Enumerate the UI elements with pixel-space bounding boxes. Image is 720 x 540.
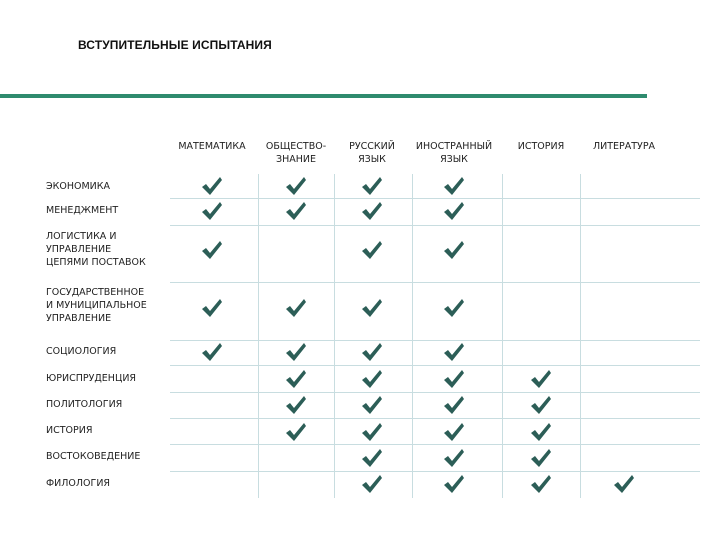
checkmark-icon [530, 448, 552, 468]
grid-divider [170, 471, 700, 472]
checkmark-icon [530, 369, 552, 389]
page-title: ВСТУПИТЕЛЬНЫЕ ИСПЫТАНИЯ [78, 38, 272, 52]
grid-divider [580, 174, 581, 498]
checkmark-icon [613, 474, 635, 494]
row-label: ЭКОНОМИКА [46, 181, 111, 192]
row-label: ФИЛОЛОГИЯ [46, 478, 111, 489]
checkmark-icon [361, 422, 383, 442]
checkmark-icon [443, 201, 465, 221]
checkmark-icon [530, 474, 552, 494]
checkmark-icon [361, 395, 383, 415]
checkmark-icon [443, 395, 465, 415]
checkmark-icon [443, 474, 465, 494]
column-header: ИСТОРИЯ [517, 141, 565, 152]
grid-divider [170, 340, 700, 341]
grid-divider [258, 174, 259, 498]
checkmark-icon [285, 342, 307, 362]
checkmark-icon [443, 342, 465, 362]
checkmark-icon [361, 474, 383, 494]
row-label: МЕНЕДЖМЕНТ [46, 205, 119, 216]
checkmark-icon [285, 176, 307, 196]
checkmark-icon [285, 395, 307, 415]
row-label: ЛОГИСТИКА И УПРАВЛЕНИЕ ЦЕПЯМИ ПОСТАВОК [46, 231, 146, 268]
row-label: ВОСТОКОВЕДЕНИЕ [46, 451, 141, 462]
grid-divider [170, 198, 700, 199]
column-header: ОБЩЕСТВО- ЗНАНИЕ [265, 141, 327, 165]
checkmark-icon [443, 422, 465, 442]
column-header: ЛИТЕРАТУРА [592, 141, 656, 152]
row-label: ГОСУДАРСТВЕННОЕ И МУНИЦИПАЛЬНОЕ УПРАВЛЕНИЕ [46, 287, 147, 324]
checkmark-icon [530, 395, 552, 415]
row-label: СОЦИОЛОГИЯ [46, 346, 117, 357]
grid-divider [170, 392, 700, 393]
checkmark-icon [361, 342, 383, 362]
checkmark-icon [285, 298, 307, 318]
checkmark-icon [285, 422, 307, 442]
column-header: МАТЕМАТИКА [178, 141, 246, 152]
checkmark-icon [443, 240, 465, 260]
column-header: РУССКИЙ ЯЗЫК [349, 141, 395, 165]
checkmark-icon [443, 176, 465, 196]
checkmark-icon [285, 201, 307, 221]
grid-divider [170, 282, 700, 283]
grid-divider [170, 444, 700, 445]
checkmark-icon [201, 342, 223, 362]
checkmark-icon [443, 448, 465, 468]
checkmark-icon [361, 240, 383, 260]
checkmark-icon [361, 201, 383, 221]
checkmark-icon [443, 369, 465, 389]
grid-divider [334, 174, 335, 498]
grid-divider [170, 418, 700, 419]
row-label: ИСТОРИЯ [46, 425, 93, 436]
checkmark-icon [201, 201, 223, 221]
grid-divider [170, 225, 700, 226]
grid-divider [170, 365, 700, 366]
checkmark-icon [361, 448, 383, 468]
column-header: ИНОСТРАННЫЙ ЯЗЫК [415, 141, 493, 165]
row-label: ЮРИСПРУДЕНЦИЯ [46, 373, 137, 384]
checkmark-icon [530, 422, 552, 442]
row-label: ПОЛИТОЛОГИЯ [46, 399, 123, 410]
checkmark-icon [201, 176, 223, 196]
checkmark-icon [201, 298, 223, 318]
checkmark-icon [285, 369, 307, 389]
grid-divider [412, 174, 413, 498]
checkmark-icon [361, 176, 383, 196]
grid-divider [502, 174, 503, 498]
checkmark-icon [443, 298, 465, 318]
checkmark-icon [361, 369, 383, 389]
checkmark-icon [361, 298, 383, 318]
checkmark-icon [201, 240, 223, 260]
